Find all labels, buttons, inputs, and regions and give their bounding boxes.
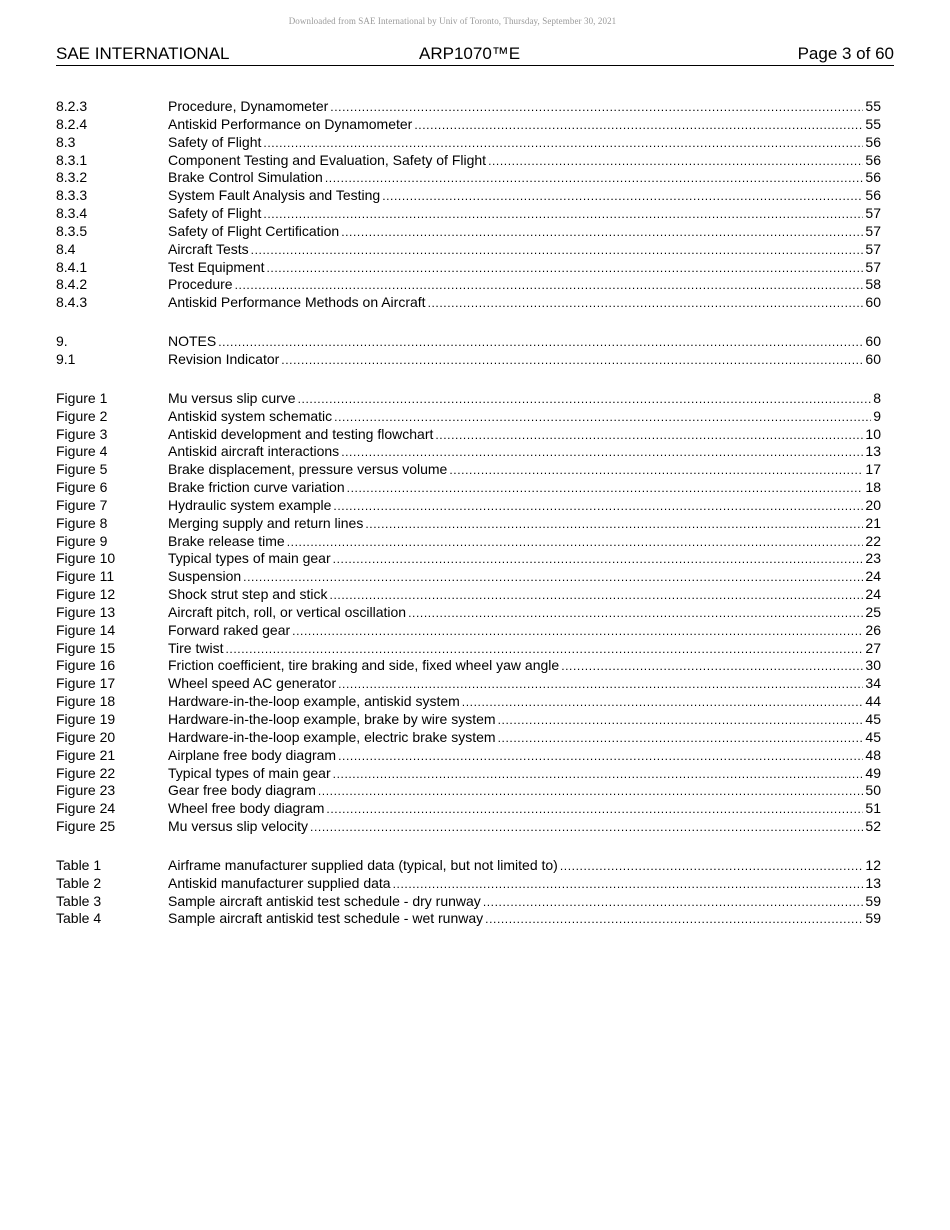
- toc-entry: [56, 479, 881, 497]
- toc-entry-number: 8.3.1: [56, 151, 88, 168]
- toc-entry-number: 8.3: [56, 133, 76, 150]
- toc-entry-number: Figure 5: [56, 461, 108, 478]
- toc-entry-page: 57: [865, 222, 881, 239]
- toc-entry: [56, 800, 881, 818]
- toc-dot-leader: [483, 894, 864, 912]
- toc-entry: [56, 568, 881, 586]
- toc-entry-page: 17: [865, 461, 881, 478]
- toc-entry-title: Suspension: [168, 568, 242, 585]
- toc-group: [56, 857, 881, 928]
- toc-entry-page: 51: [865, 800, 881, 817]
- toc-dot-leader: [333, 766, 864, 784]
- toc-entry-title: Typical types of main gear: [168, 764, 331, 781]
- toc-entry-page: 55: [865, 98, 881, 114]
- toc-entry-number: Figure 10: [56, 550, 116, 567]
- toc-entry-number: 8.3.2: [56, 169, 88, 186]
- toc-entry: [56, 693, 881, 711]
- toc-dot-leader: [333, 551, 864, 569]
- page-header: [56, 44, 894, 66]
- toc-dot-leader: [485, 911, 863, 929]
- toc-entry-page: 50: [865, 782, 881, 799]
- toc-entry-number: Figure 16: [56, 657, 116, 674]
- toc-dot-leader: [235, 277, 864, 295]
- toc-entry: [56, 857, 881, 875]
- toc-dot-leader: [267, 260, 864, 278]
- toc-entry-number: Figure 13: [56, 603, 116, 620]
- toc-entry-number: 8.4: [56, 240, 76, 257]
- toc-entry-page: 10: [865, 425, 881, 442]
- toc-entry: [56, 116, 881, 134]
- toc-entry-title: Antiskid manufacturer supplied data: [168, 874, 391, 891]
- toc-entry-page: 57: [865, 240, 881, 257]
- toc-entry: [56, 550, 881, 568]
- toc-dot-leader: [334, 409, 871, 427]
- toc-entry-title: Hardware-in-the-loop example, antiskid system: [168, 693, 460, 710]
- toc-entry-title: Forward raked gear: [168, 621, 291, 638]
- toc-entry-number: Figure 22: [56, 764, 116, 781]
- toc-entry-page: 52: [865, 818, 881, 835]
- toc-entry-number: 8.3.4: [56, 205, 88, 222]
- toc-entry: [56, 729, 881, 747]
- toc-entry-page: 23: [865, 550, 881, 567]
- toc-group: [56, 98, 881, 312]
- toc-entry: [56, 675, 881, 693]
- toc-entry-title: Wheel speed AC generator: [168, 675, 337, 692]
- toc-dot-leader: [225, 641, 863, 659]
- toc-entry-number: Figure 7: [56, 496, 108, 513]
- toc-entry-number: Figure 21: [56, 746, 116, 763]
- toc-entry-page: 24: [865, 568, 881, 585]
- toc-entry-title: Tire twist: [168, 639, 224, 656]
- toc-entry-page: 18: [865, 479, 881, 496]
- toc-entry-page: 56: [865, 151, 881, 168]
- toc-entry: [56, 187, 881, 205]
- toc-entry-page: 20: [865, 496, 881, 513]
- toc-entry-number: 9.: [56, 333, 68, 350]
- toc-dot-leader: [243, 569, 863, 587]
- toc-entry-number: Figure 1: [56, 389, 108, 406]
- toc-entry-title: Safety of Flight: [168, 133, 262, 150]
- toc-entry: [56, 893, 881, 911]
- toc-entry-title: Antiskid system schematic: [168, 407, 333, 424]
- toc-entry-title: Revision Indicator: [168, 350, 280, 367]
- toc-group: [56, 333, 881, 369]
- toc-dot-leader: [338, 748, 863, 766]
- toc-entry-title: Sample aircraft antiskid test schedule - wet runway: [168, 910, 484, 927]
- toc-entry: [56, 622, 881, 640]
- toc-entry-title: Test Equipment: [168, 258, 265, 275]
- toc-entry-number: 8.2.4: [56, 115, 88, 132]
- toc-entry-number: Figure 23: [56, 782, 116, 799]
- toc-dot-leader: [428, 295, 864, 313]
- toc-dot-leader: [281, 352, 863, 370]
- toc-dot-leader: [408, 605, 863, 623]
- toc-dot-leader: [330, 99, 863, 117]
- toc-entry-number: Figure 14: [56, 621, 116, 638]
- toc-entry-page: 27: [865, 639, 881, 656]
- toc-entry-number: Figure 8: [56, 514, 108, 531]
- toc-entry-number: Table 1: [56, 856, 102, 873]
- toc-entry-number: 8.3.3: [56, 187, 88, 204]
- toc-entry-number: Figure 25: [56, 818, 116, 835]
- toc-entry-page: 56: [865, 169, 881, 186]
- toc-dot-leader: [310, 819, 863, 837]
- toc-entry-number: Figure 6: [56, 479, 108, 496]
- toc-entry-page: 22: [865, 532, 881, 549]
- toc-entry-page: 59: [865, 910, 881, 927]
- toc-entry-title: Airplane free body diagram: [168, 746, 337, 763]
- toc-entry-number: 8.4.2: [56, 276, 88, 293]
- toc-entry-page: 45: [865, 711, 881, 727]
- toc-entry-number: Figure 2: [56, 407, 108, 424]
- organization-name: SAE INTERNATIONAL: [56, 44, 230, 63]
- toc-entry-title: Brake friction curve variation: [168, 479, 345, 496]
- toc-entry-page: 55: [865, 115, 881, 132]
- toc-dot-leader: [341, 224, 863, 242]
- toc-entry-page: 12: [865, 856, 881, 873]
- toc-entry-number: Figure 18: [56, 693, 116, 710]
- toc-dot-leader: [488, 153, 863, 171]
- toc-entry-number: Figure 12: [56, 586, 116, 603]
- toc-entry-page: 13: [865, 443, 881, 460]
- toc-dot-leader: [414, 117, 863, 135]
- toc-entry: [56, 351, 881, 369]
- toc-entry-title: Wheel free body diagram: [168, 800, 325, 817]
- toc-entry: [56, 134, 881, 152]
- toc-dot-leader: [561, 658, 863, 676]
- toc-entry-number: Figure 24: [56, 800, 116, 817]
- toc-entry-title: Procedure: [168, 276, 233, 293]
- toc-entry-title: NOTES: [168, 333, 217, 350]
- toc-entry-title: Antiskid aircraft interactions: [168, 443, 340, 460]
- toc-dot-leader: [382, 188, 863, 206]
- toc-entry: [56, 205, 881, 223]
- toc-entry-number: Figure 9: [56, 532, 108, 549]
- toc-entry: [56, 765, 881, 783]
- toc-entry-title: Antiskid Performance Methods on Aircraft: [168, 294, 426, 311]
- toc-entry-title: Antiskid Performance on Dynamometer: [168, 115, 413, 132]
- toc-entry-title: Component Testing and Evaluation, Safety of Flight: [168, 151, 487, 168]
- toc-dot-leader: [318, 783, 864, 801]
- toc-entry: [56, 875, 881, 893]
- toc-dot-leader: [449, 462, 863, 480]
- toc-entry-page: 9: [873, 407, 881, 424]
- toc-dot-leader: [251, 242, 864, 260]
- toc-entry-title: Shock strut step and stick: [168, 586, 328, 603]
- toc-dot-leader: [498, 712, 864, 730]
- toc-entry: [56, 152, 881, 170]
- toc-entry-title: Hardware-in-the-loop example, brake by wire system: [168, 711, 496, 727]
- toc-entry-number: Table 4: [56, 910, 102, 927]
- toc-entry-title: Typical types of main gear: [168, 550, 331, 567]
- table-of-contents: [56, 98, 881, 949]
- toc-entry: [56, 586, 881, 604]
- toc-entry-title: Safety of Flight: [168, 205, 262, 222]
- toc-entry-number: Table 3: [56, 892, 102, 909]
- toc-entry-title: Brake displacement, pressure versus volume: [168, 461, 448, 478]
- toc-dot-leader: [365, 516, 863, 534]
- toc-entry-title: Gear free body diagram: [168, 782, 316, 799]
- toc-entry-title: Hydraulic system example: [168, 496, 332, 513]
- toc-entry: [56, 640, 881, 658]
- toc-entry: [56, 515, 881, 533]
- toc-entry: [56, 223, 881, 241]
- toc-entry-page: 30: [865, 657, 881, 674]
- toc-entry: [56, 818, 881, 836]
- toc-dot-leader: [263, 135, 863, 153]
- toc-entry-title: Brake Control Simulation: [168, 169, 323, 186]
- toc-entry-page: 24: [865, 586, 881, 603]
- toc-entry: [56, 408, 881, 426]
- toc-entry-page: 45: [865, 728, 881, 745]
- toc-entry-number: 8.4.3: [56, 294, 88, 311]
- toc-entry: [56, 711, 881, 729]
- toc-dot-leader: [560, 858, 864, 876]
- toc-entry: [56, 604, 881, 622]
- toc-entry-page: 21: [865, 514, 881, 531]
- toc-entry-page: 58: [865, 276, 881, 293]
- toc-entry-page: 34: [865, 675, 881, 692]
- toc-entry: [56, 276, 881, 294]
- toc-entry: [56, 497, 881, 515]
- toc-entry-number: Table 2: [56, 874, 102, 891]
- toc-dot-leader: [292, 623, 863, 641]
- toc-entry: [56, 461, 881, 479]
- toc-entry: [56, 333, 881, 351]
- toc-entry: [56, 390, 881, 408]
- toc-dot-leader: [338, 676, 863, 694]
- toc-entry-number: Figure 17: [56, 675, 116, 692]
- toc-entry: [56, 910, 881, 928]
- toc-entry-number: Figure 15: [56, 639, 116, 656]
- document-id: ARP1070™E: [419, 44, 521, 63]
- toc-entry-title: Hardware-in-the-loop example, electric brake system: [168, 728, 496, 745]
- toc-entry-title: Safety of Flight Certification: [168, 222, 340, 239]
- toc-dot-leader: [330, 587, 864, 605]
- toc-entry-title: Mu versus slip velocity: [168, 818, 309, 835]
- toc-entry-number: Figure 4: [56, 443, 108, 460]
- toc-entry-page: 60: [865, 294, 881, 311]
- toc-entry-page: 13: [865, 874, 881, 891]
- toc-entry-title: Mu versus slip curve: [168, 389, 296, 406]
- toc-entry-page: 25: [865, 603, 881, 620]
- toc-entry-title: Merging supply and return lines: [168, 514, 364, 531]
- toc-entry-page: 8: [873, 389, 881, 406]
- toc-entry: [56, 98, 881, 116]
- toc-entry-page: 59: [865, 892, 881, 909]
- toc-dot-leader: [435, 427, 863, 445]
- toc-entry-page: 60: [865, 333, 881, 350]
- toc-entry: [56, 426, 881, 444]
- toc-entry-title: Aircraft Tests: [168, 240, 249, 257]
- toc-dot-leader: [325, 170, 864, 188]
- toc-entry-page: 56: [865, 133, 881, 150]
- toc-dot-leader: [498, 730, 864, 748]
- toc-entry: [56, 747, 881, 765]
- toc-group: [56, 390, 881, 836]
- toc-entry-title: Sample aircraft antiskid test schedule - dry runway: [168, 892, 481, 909]
- toc-entry-page: 57: [865, 205, 881, 222]
- toc-entry: [56, 259, 881, 277]
- toc-entry-title: Brake release time: [168, 532, 285, 549]
- toc-entry-number: 9.1: [56, 350, 76, 367]
- toc-entry-number: 8.4.1: [56, 258, 88, 275]
- toc-entry-number: Figure 20: [56, 728, 116, 745]
- toc-entry-page: 49: [865, 764, 881, 781]
- toc-entry: [56, 782, 881, 800]
- toc-entry-number: Figure 11: [56, 568, 115, 585]
- toc-entry-title: System Fault Analysis and Testing: [168, 187, 381, 204]
- toc-dot-leader: [333, 498, 863, 516]
- toc-entry-title: Antiskid development and testing flowchart: [168, 425, 434, 442]
- toc-entry-number: 8.3.5: [56, 222, 88, 239]
- toc-dot-leader: [347, 480, 864, 498]
- toc-dot-leader: [326, 801, 863, 819]
- toc-entry-title: Airframe manufacturer supplied data (typical, but not limited to): [168, 856, 558, 873]
- toc-entry: [56, 241, 881, 259]
- toc-entry: [56, 169, 881, 187]
- download-watermark: Downloaded from SAE International by Univ of Toronto, Thursday, September 30, 2021: [288, 16, 617, 26]
- toc-dot-leader: [287, 534, 864, 552]
- toc-entry-number: 8.2.3: [56, 98, 88, 114]
- toc-entry-page: 26: [865, 621, 881, 638]
- toc-dot-leader: [218, 334, 863, 352]
- toc-entry-page: 44: [865, 693, 881, 710]
- toc-entry-title: Procedure, Dynamometer: [168, 98, 329, 114]
- toc-dot-leader: [298, 391, 872, 409]
- toc-entry-number: Figure 3: [56, 425, 108, 442]
- toc-entry: [56, 443, 881, 461]
- toc-dot-leader: [341, 444, 863, 462]
- page-number: Page 3 of 60: [797, 44, 894, 63]
- toc-entry-title: Aircraft pitch, roll, or vertical oscillation: [168, 603, 407, 620]
- toc-dot-leader: [263, 206, 863, 224]
- toc-entry-page: 60: [865, 350, 881, 367]
- toc-entry-number: Figure 19: [56, 711, 116, 727]
- toc-entry-page: 48: [865, 746, 881, 763]
- toc-dot-leader: [462, 694, 864, 712]
- toc-entry: [56, 533, 881, 551]
- toc-dot-leader: [393, 876, 864, 894]
- toc-entry-page: 56: [865, 187, 881, 204]
- toc-entry: [56, 657, 881, 675]
- toc-entry-title: Friction coefficient, tire braking and side, fixed wheel yaw angle: [168, 657, 560, 674]
- toc-entry-page: 57: [865, 258, 881, 275]
- toc-entry: [56, 294, 881, 312]
